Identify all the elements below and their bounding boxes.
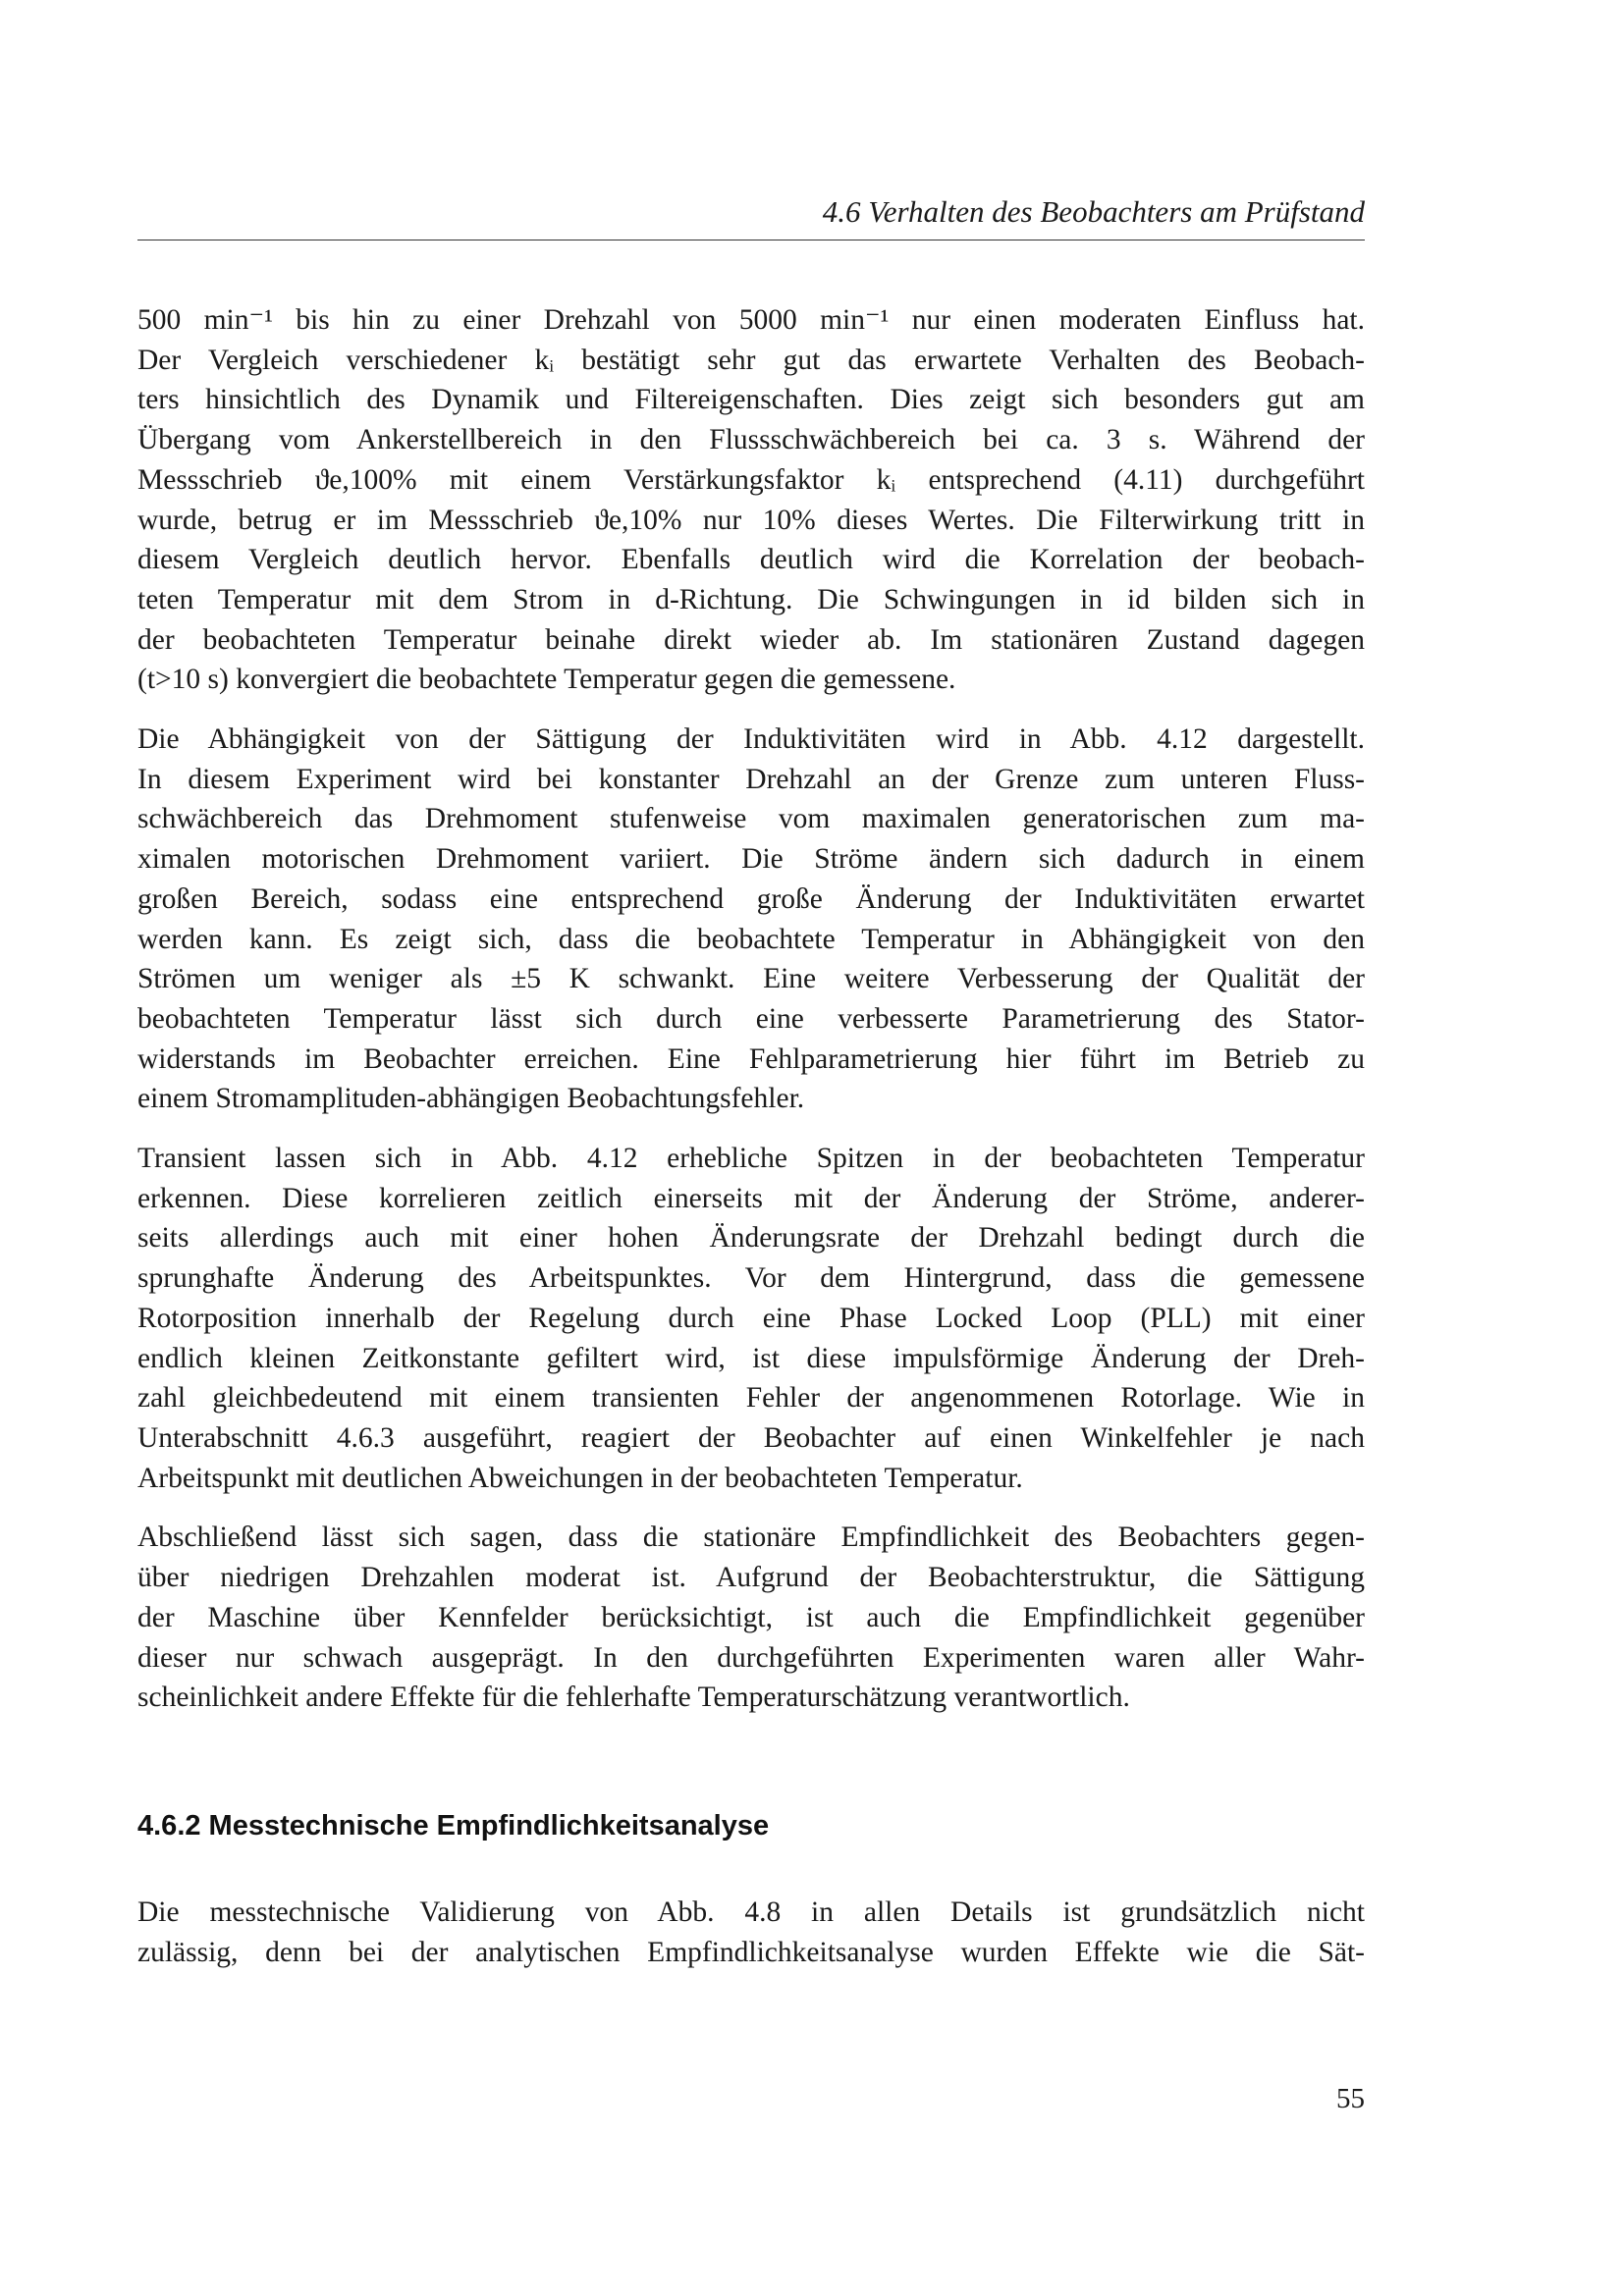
running-header: 4.6 Verhalten des Beobachters am Prüfstand	[822, 194, 1365, 229]
text-line: In diesem Experiment wird bei konstanter Drehzahl an der Grenze zum unteren Fluss-	[137, 763, 1365, 795]
text-line: großen Bereich, sodass eine entsprechend große Änderung der Induktivitäten erwartet	[137, 882, 1365, 915]
text-line: Übergang vom Ankerstellbereich in den Flussschwächbereich bei ca. 3 s. Während der	[137, 424, 1365, 456]
text-line: (t>10 s) konvergiert die beobachtete Temperatur gegen die gemessene.	[137, 664, 956, 696]
text-line: widerstands im Beobachter erreichen. Eine Fehlparametrierung hier führt im Betrieb zu	[137, 1042, 1365, 1075]
text-line: scheinlichkeit andere Effekte für die fehlerhafte Temperaturschätzung verantwortlich.	[137, 1682, 1130, 1714]
text-line: seits allerdings auch mit einer hohen Änderungsrate der Drehzahl bedingt durch die	[137, 1222, 1365, 1255]
text-line: Strömen um weniger als ±5 K schwankt. Eine weitere Verbesserung der Qualität der	[137, 963, 1365, 995]
text-line: dieser nur schwach ausgeprägt. In den durchgeführten Experimenten waren aller Wahr-	[137, 1641, 1365, 1674]
text-line: Unterabschnitt 4.6.3 ausgeführt, reagiert der Beobachter auf einen Winkelfehler je nach	[137, 1421, 1365, 1454]
text-line: zulässig, denn bei der analytischen Empfindlichkeitsanalyse wurden Effekte wie die Sät-	[137, 1936, 1365, 1968]
text-line: Transient lassen sich in Abb. 4.12 erhebliche Spitzen in der beobachteten Temperatur	[137, 1143, 1365, 1175]
text-line: werden kann. Es zeigt sich, dass die beobachtete Temperatur in Abhängigkeit von den	[137, 923, 1365, 955]
section-body-text	[137, 1893, 1365, 1972]
text-line: endlich kleinen Zeitkonstante gefiltert wird, ist diese impulsförmige Änderung der Dreh-	[137, 1342, 1365, 1374]
text-line: Messschrieb ϑe,100% mit einem Verstärkungsfaktor kᵢ entsprechend (4.11) durchgeführt	[137, 463, 1365, 496]
body-text	[137, 300, 1365, 1737]
text-line: ters hinsichtlich des Dynamik und Filtereigenschaften. Dies zeigt sich besonders gut am	[137, 384, 1365, 416]
text-line: über niedrigen Drehzahlen moderat ist. Aufgrund der Beobachterstruktur, die Sättigung	[137, 1562, 1365, 1594]
page-number: 55	[1336, 2083, 1365, 2114]
text-line: einem Stromamplituden-abhängigen Beobachtungsfehler.	[137, 1083, 805, 1115]
text-line: schwächbereich das Drehmoment stufenweise vom maximalen generatorischen zum ma-	[137, 803, 1365, 835]
text-line: ximalen motorischen Drehmoment variiert. Die Ströme ändern sich dadurch in einem	[137, 843, 1365, 876]
text-line: der Maschine über Kennfelder berücksichtigt, ist auch die Empfindlichkeit gegenüber	[137, 1601, 1365, 1633]
text-line: diesem Vergleich deutlich hervor. Ebenfalls deutlich wird die Korrelation der beobach-	[137, 544, 1365, 576]
paragraph-3	[137, 1139, 1365, 1498]
text-line: Arbeitspunkt mit deutlichen Abweichungen in der beobachteten Temperatur.	[137, 1462, 1023, 1494]
text-line: 500 min⁻¹ bis hin zu einer Drehzahl von 5000 min⁻¹ nur einen moderaten Einfluss hat.	[137, 304, 1365, 336]
text-line: beobachteten Temperatur lässt sich durch eine verbesserte Parametrierung des Stator-	[137, 1002, 1365, 1035]
text-line: zahl gleichbedeutend mit einem transienten Fehler der angenommenen Rotorlage. Wie in	[137, 1382, 1365, 1415]
text-line: Abschließend lässt sich sagen, dass die stationäre Empfindlichkeit des Beobachters gegen-	[137, 1522, 1365, 1554]
text-line: teten Temperatur mit dem Strom in d-Richtung. Die Schwingungen in id bilden sich in	[137, 583, 1365, 615]
text-line: Rotorposition innerhalb der Regelung durch eine Phase Locked Loop (PLL) mit einer	[137, 1302, 1365, 1334]
text-line: wurde, betrug er im Messschrieb ϑe,10% nur 10% dieses Wertes. Die Filterwirkung tritt in	[137, 504, 1365, 536]
text-line: der beobachteten Temperatur beinahe direkt wieder ab. Im stationären Zustand dagegen	[137, 623, 1365, 656]
text-line: Die messtechnische Validierung von Abb. 4.8 in allen Details ist grundsätzlich nicht	[137, 1896, 1365, 1928]
text-line: Die Abhängigkeit von der Sättigung der Induktivitäten wird in Abb. 4.12 dargestellt.	[137, 723, 1365, 756]
text-line: erkennen. Diese korrelieren zeitlich einerseits mit der Änderung der Ströme, anderer-	[137, 1182, 1365, 1214]
text-line: sprunghafte Änderung des Arbeitspunktes. Vor dem Hintergrund, dass die gemessene	[137, 1262, 1365, 1295]
text-line: Der Vergleich verschiedener kᵢ bestätigt sehr gut das erwartete Verhalten des Beobach-	[137, 344, 1365, 376]
paragraph-2	[137, 720, 1365, 1119]
paragraph-1	[137, 300, 1365, 700]
paragraph-4	[137, 1518, 1365, 1718]
section-heading: 4.6.2 Messtechnische Empfindlichkeitsanalyse	[137, 1810, 770, 1842]
